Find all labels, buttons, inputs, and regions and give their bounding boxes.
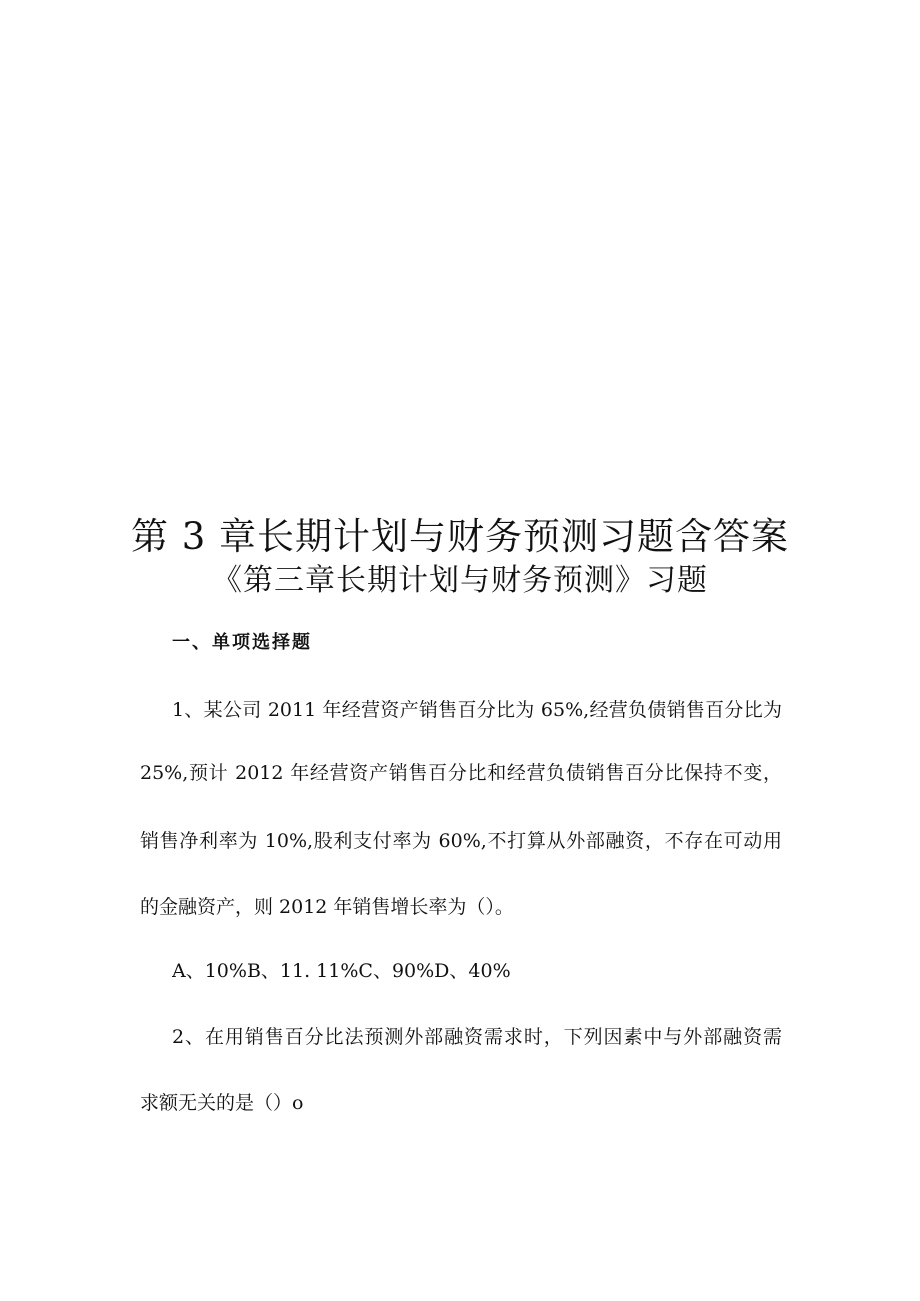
document-title: 第 3 章长期计划与财务预测习题含答案 xyxy=(130,515,790,558)
section-heading: 一、单项选择题 xyxy=(172,632,312,653)
question-1-line-4: 的金融资产，则 2012 年销售增长率为（）。 xyxy=(140,896,514,918)
document-subtitle: 《第三章长期计划与财务预测》习题 xyxy=(212,563,708,598)
question-1-line-3: 销售净利率为 10%,股利支付率为 60%,不打算从外部融资，不存在可动用 xyxy=(140,830,782,852)
question-2-line-1: 2、在用销售百分比法预测外部融资需求时，下列因素中与外部融资需 xyxy=(172,1026,782,1048)
question-2-line-2: 求额无关的是（）o xyxy=(140,1092,304,1114)
question-1-line-1: 1、某公司 2011 年经营资产销售百分比为 65%,经营负债销售百分比为 xyxy=(172,699,782,721)
question-1-line-2: 25%,预计 2012 年经营资产销售百分比和经营负债销售百分比保持不变， xyxy=(140,762,782,784)
question-1-options: A、10%B、11. 11%C、90%D、40% xyxy=(172,960,511,982)
